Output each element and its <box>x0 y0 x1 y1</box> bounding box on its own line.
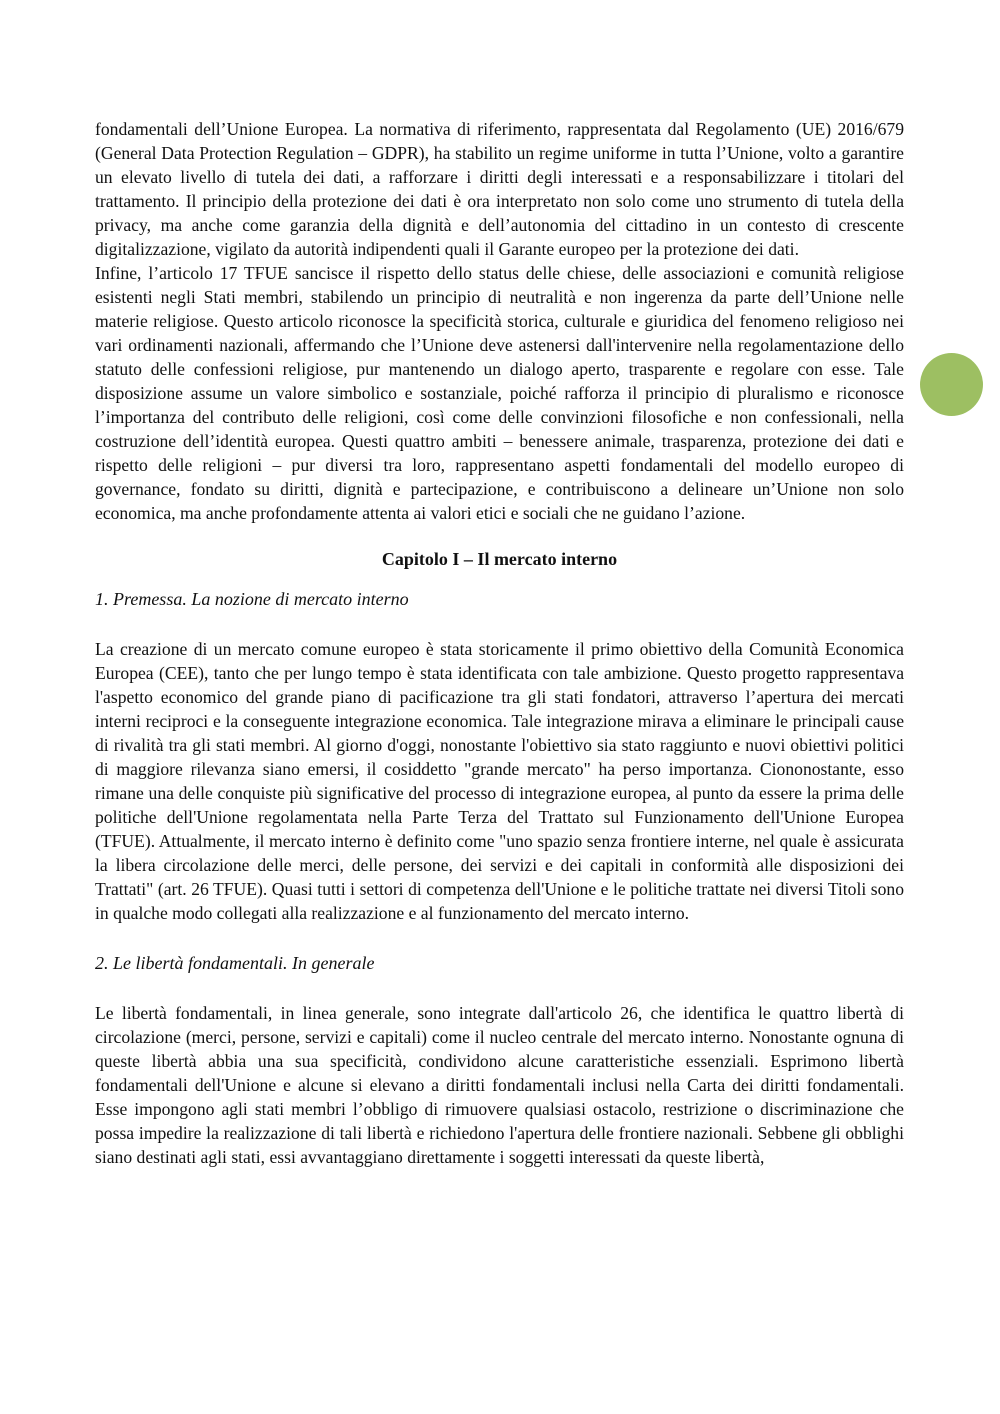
paragraph-liberta-fondamentali: Le libertà fondamentali, in linea generale, sono integrate dall'articolo 26, che identifica le quattro libertà di circolazione (merci, persone, servizi e capitali) come il nucleo centrale del mercato interno. Nonostante ognuna di queste libertà abbia una sua specificità, condividono alcune caratteristiche essenziali. Esprimono libertà fondamentali dell'Unione e alcune si elevano a diritti fondamentali inclusi nella Carta dei diritti fondamentali. Esse impongono agli stati membri l’obbligo di rimuovere qualsiasi ostacolo, restrizione o discriminazione che possa impedire la realizzazione di tali libertà e richiedono l'apertura delle frontiere nazionali. Sebbene gli obblighi siano destinati agli stati, essi avvantaggiano direttamente i soggetti interessati da queste libertà, <box>95 1003 904 1167</box>
section-heading-2: 2. Le libertà fondamentali. In generale <box>95 953 375 973</box>
green-circle-marker <box>920 353 983 416</box>
section-heading-1: 1. Premessa. La nozione di mercato interno <box>95 589 409 609</box>
paragraph-article-17: Infine, l’articolo 17 TFUE sancisce il rispetto dello status delle chiese, delle associazioni e comunità religiose esistenti negli Stati membri, stabilendo un principio di neutralità e non ingerenza da parte dell’Unione nelle materie religiose. Questo articolo riconosce la specificità storica, culturale e giuridica del fenomeno religioso nei vari ordinamenti nazionali, affermando che l’Unione deve astenersi dall'intervenire nella regolamentazione dello statuto delle confessioni religiose, pur mantenendo un dialogo aperto, trasparente e regolare con esse. Tale disposizione assume un valore simbolico e sostanziale, poiché rafforza il principio di pluralismo e riconosce l’importanza del contributo delle religioni, così come delle convinzioni filosofiche e non confessionali, nella costruzione dell’identità europea. Questi quattro ambiti – benessere animale, trasparenza, protezione dei dati e rispetto delle religioni – pur diversi tra loro, rappresentano aspetti fondamentali del modello europeo di governance, fondato su diritti, dignità e partecipazione, e contribuiscono a delineare un’Unione non solo economica, ma anche profondamente attenta ai valori etici e sociali che ne guidano l’azione. <box>95 263 904 523</box>
paragraph-mercato-interno: La creazione di un mercato comune europeo è stata storicamente il primo obiettivo della Comunità Economica Europea (CEE), tanto che per lungo tempo è stata identificata con tale ambizione. Questo progetto rappresentava l'aspetto economico del grande piano di pacificazione tra gli stati fondatori, attraverso l’apertura dei mercati interni reciproci e la conseguente integrazione economica. Tale integrazione mirava a eliminare le principali cause di rivalità tra gli stati membri. Al giorno d'oggi, nonostante l'obiettivo sia stato raggiunto e nuovi obiettivi politici di maggiore rilevanza siano emersi, il cosiddetto "grande mercato" ha perso importanza. Ciononostante, esso rimane una delle conquiste più significative del processo di integrazione europea, al punto da essere la prima delle politiche dell'Unione regolamentata nella Parte Terza del Trattato sul Funzionamento dell'Unione Europea (TFUE). Attualmente, il mercato interno è definito come "uno spazio senza frontiere interne, nel quale è assicurata la libera circolazione delle merci, delle persone, dei servizi e dei capitali in conformità alle disposizioni dei Trattati" (art. 26 TFUE). Quasi tutti i settori di competenza dell'Unione e le politiche trattate nei diversi Titoli sono in qualche modo collegati alla realizzazione e al funzionamento del mercato interno. <box>95 639 904 923</box>
document-page <box>95 117 904 1169</box>
paragraph-gdpr: fondamentali dell’Unione Europea. La normativa di riferimento, rappresentata dal Regolamento (UE) 2016/679 (General Data Protection Regulation – GDPR), ha stabilito un regime uniforme in tutta l’Unione, volto a garantire un elevato livello di tutela dei dati, a rafforzare i diritti degli interessati e a responsabilizzare i titolari del trattamento. Il principio della protezione dei dati è ora interpretato non solo come uno strumento di tutela della privacy, ma anche come garanzia della dignità e dell’autonomia del cittadino in un contesto di crescente digitalizzazione, vigilato da autorità indipendenti quali il Garante europeo per la protezione dei dati. <box>95 119 904 259</box>
chapter-title: Capitolo I – Il mercato interno <box>381 549 618 569</box>
